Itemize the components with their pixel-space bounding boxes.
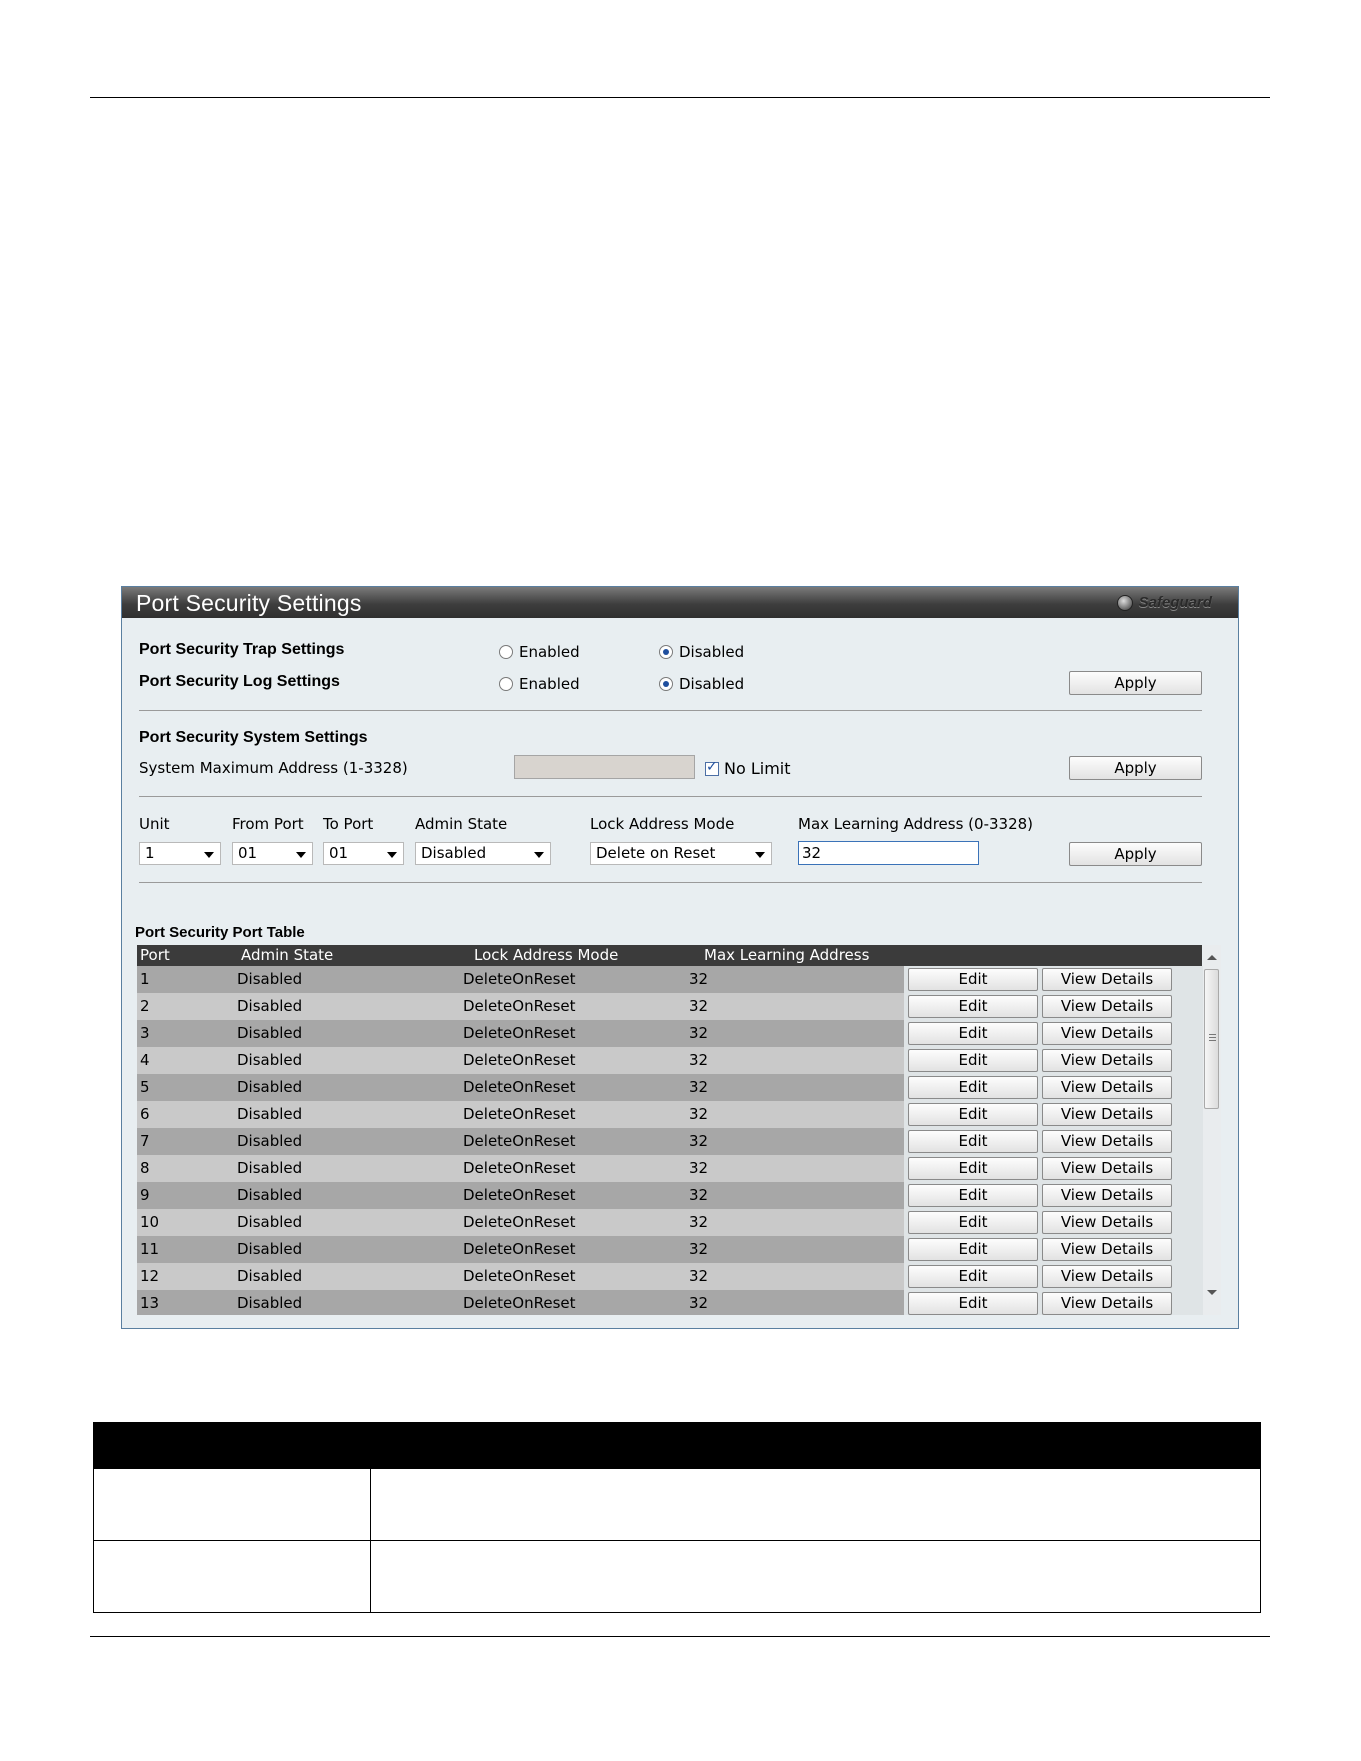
from-port-select[interactable] — [232, 842, 313, 865]
view-details-button[interactable]: View Details — [1042, 1103, 1172, 1126]
cell-admin-state: Disabled — [237, 1051, 303, 1069]
edit-button[interactable]: Edit — [908, 1238, 1038, 1261]
log-disabled-label: Disabled — [679, 675, 745, 693]
cell-port: 12 — [140, 1267, 160, 1285]
admin-state-label: Admin State — [415, 815, 508, 833]
checkbox-checked-icon — [705, 762, 719, 776]
no-limit-label: No Limit — [724, 759, 791, 778]
apply-system-button[interactable]: Apply — [1069, 756, 1202, 780]
cell-max-learning-address: 32 — [689, 1051, 709, 1069]
port-security-panel — [121, 586, 1239, 1329]
cell-max-learning-address: 32 — [689, 1024, 709, 1042]
cell-admin-state: Disabled — [237, 970, 303, 988]
table-row — [137, 993, 1202, 1020]
safeguard-label: Safeguard — [1138, 594, 1212, 611]
cell-port: 5 — [140, 1078, 150, 1096]
view-details-button[interactable]: View Details — [1042, 1157, 1172, 1180]
table-row — [137, 1209, 1202, 1236]
view-details-button[interactable]: View Details — [1042, 1184, 1172, 1207]
cell-admin-state: Disabled — [237, 1213, 303, 1231]
lock-address-mode-select[interactable] — [590, 842, 772, 865]
view-details-button[interactable]: View Details — [1042, 995, 1172, 1018]
cell-port: 9 — [140, 1186, 150, 1204]
table-row — [137, 1047, 1202, 1074]
edit-button[interactable]: Edit — [908, 968, 1038, 991]
edit-button[interactable]: Edit — [908, 1076, 1038, 1099]
system-settings-heading: Port Security System Settings — [139, 729, 368, 746]
table-row — [137, 1020, 1202, 1047]
page-top-rule — [90, 97, 1270, 98]
edit-button[interactable]: Edit — [908, 1211, 1038, 1234]
description-table-header — [93, 1422, 1261, 1469]
edit-button[interactable]: Edit — [908, 1184, 1038, 1207]
edit-button[interactable]: Edit — [908, 1157, 1038, 1180]
table-row — [137, 1263, 1202, 1290]
max-learning-address-label: Max Learning Address (0-3328) — [798, 815, 1034, 833]
cell-port: 4 — [140, 1051, 150, 1069]
separator — [139, 882, 1202, 883]
cell-max-learning-address: 32 — [689, 1186, 709, 1204]
port-table-title: Port Security Port Table — [135, 924, 305, 941]
scroll-up-icon[interactable] — [1207, 955, 1217, 960]
cell-max-learning-address: 32 — [689, 1159, 709, 1177]
admin-state-select-value: Disabled — [421, 844, 487, 862]
edit-button[interactable]: Edit — [908, 1103, 1038, 1126]
table-scrollbar[interactable] — [1203, 945, 1221, 1315]
cell-max-learning-address: 32 — [689, 1105, 709, 1123]
radio-selected-icon — [659, 677, 673, 691]
col-header-admin-state: Admin State — [241, 946, 334, 964]
cell-admin-state: Disabled — [237, 1267, 303, 1285]
table-row — [137, 1074, 1202, 1101]
log-enabled-label: Enabled — [519, 675, 580, 693]
no-limit-checkbox[interactable] — [705, 759, 791, 778]
view-details-button[interactable]: View Details — [1042, 1076, 1172, 1099]
safeguard-indicator — [1117, 594, 1212, 611]
cell-port: 1 — [140, 970, 150, 988]
cell-port: 3 — [140, 1024, 150, 1042]
port-table — [137, 945, 1221, 1315]
view-details-button[interactable]: View Details — [1042, 1238, 1172, 1261]
view-details-button[interactable]: View Details — [1042, 1265, 1172, 1288]
edit-button[interactable]: Edit — [908, 1292, 1038, 1315]
lock-address-mode-label: Lock Address Mode — [590, 815, 735, 833]
panel-title: Port Security Settings — [136, 590, 362, 616]
panel-header — [122, 587, 1238, 618]
from-port-label: From Port — [232, 815, 304, 833]
col-header-max-learning-address: Max Learning Address — [704, 946, 870, 964]
dropdown-arrow-icon — [534, 852, 544, 858]
cell-port: 13 — [140, 1294, 160, 1312]
cell-admin-state: Disabled — [237, 1186, 303, 1204]
view-details-button[interactable]: View Details — [1042, 968, 1172, 991]
column-divider — [370, 1541, 371, 1612]
system-max-address-input[interactable] — [514, 755, 695, 779]
separator — [139, 796, 1202, 797]
table-row — [137, 966, 1202, 993]
cell-max-learning-address: 32 — [689, 1240, 709, 1258]
edit-button[interactable]: Edit — [908, 995, 1038, 1018]
description-row — [93, 1541, 1261, 1613]
scroll-thumb[interactable] — [1204, 969, 1219, 1109]
port-table-header — [137, 945, 1202, 966]
view-details-button[interactable]: View Details — [1042, 1211, 1172, 1234]
cell-port: 2 — [140, 997, 150, 1015]
cell-port: 7 — [140, 1132, 150, 1150]
view-details-button[interactable]: View Details — [1042, 1292, 1172, 1315]
cell-max-learning-address: 32 — [689, 1294, 709, 1312]
cell-max-learning-address: 32 — [689, 997, 709, 1015]
table-row — [137, 1101, 1202, 1128]
table-row — [137, 1128, 1202, 1155]
col-header-port: Port — [140, 946, 170, 964]
cell-lock-address-mode: DeleteOnReset — [463, 1267, 576, 1285]
separator — [139, 710, 1202, 711]
cell-admin-state: Disabled — [237, 1159, 303, 1177]
cell-lock-address-mode: DeleteOnReset — [463, 1078, 576, 1096]
unit-label: Unit — [139, 815, 170, 833]
cell-max-learning-address: 32 — [689, 1267, 709, 1285]
cell-lock-address-mode: DeleteOnReset — [463, 1240, 576, 1258]
from-port-select-value: 01 — [238, 844, 258, 862]
view-details-button[interactable]: View Details — [1042, 1049, 1172, 1072]
cell-admin-state: Disabled — [237, 997, 303, 1015]
cell-admin-state: Disabled — [237, 1024, 303, 1042]
cell-lock-address-mode: DeleteOnReset — [463, 1105, 576, 1123]
trap-enabled-radio[interactable] — [499, 643, 580, 661]
column-divider — [370, 1469, 371, 1540]
trap-disabled-label: Disabled — [679, 643, 745, 661]
cell-lock-address-mode: DeleteOnReset — [463, 970, 576, 988]
scroll-down-icon[interactable] — [1207, 1290, 1217, 1295]
cell-lock-address-mode: DeleteOnReset — [463, 997, 576, 1015]
col-header-lock-address-mode: Lock Address Mode — [474, 946, 619, 964]
safeguard-icon — [1117, 595, 1133, 611]
apply-port-button[interactable]: Apply — [1069, 842, 1202, 866]
view-details-button[interactable]: View Details — [1042, 1130, 1172, 1153]
trap-settings-label: Port Security Trap Settings — [139, 641, 345, 658]
radio-icon — [499, 677, 513, 691]
admin-state-select[interactable] — [415, 842, 551, 865]
cell-max-learning-address: 32 — [689, 1078, 709, 1096]
table-row — [137, 1236, 1202, 1263]
view-details-button[interactable]: View Details — [1042, 1022, 1172, 1045]
lock-address-mode-select-value: Delete on Reset — [596, 844, 716, 862]
trap-disabled-radio[interactable] — [659, 643, 744, 661]
cell-port: 10 — [140, 1213, 160, 1231]
log-enabled-radio[interactable] — [499, 675, 580, 693]
cell-lock-address-mode: DeleteOnReset — [463, 1159, 576, 1177]
cell-port: 6 — [140, 1105, 150, 1123]
edit-button[interactable]: Edit — [908, 1049, 1038, 1072]
cell-lock-address-mode: DeleteOnReset — [463, 1186, 576, 1204]
page-bottom-rule — [90, 1636, 1270, 1637]
radio-icon — [499, 645, 513, 659]
description-table — [93, 1422, 1261, 1614]
cell-admin-state: Disabled — [237, 1078, 303, 1096]
dropdown-arrow-icon — [755, 852, 765, 858]
cell-lock-address-mode: DeleteOnReset — [463, 1294, 576, 1312]
to-port-select-value: 01 — [329, 844, 349, 862]
table-row — [137, 1182, 1202, 1209]
max-learning-address-input[interactable]: 32 — [798, 841, 979, 865]
cell-max-learning-address: 32 — [689, 1213, 709, 1231]
cell-admin-state: Disabled — [237, 1105, 303, 1123]
dropdown-arrow-icon — [387, 852, 397, 858]
cell-lock-address-mode: DeleteOnReset — [463, 1132, 576, 1150]
grip-icon — [1209, 1034, 1216, 1035]
description-row — [93, 1469, 1261, 1541]
edit-button[interactable]: Edit — [908, 1265, 1038, 1288]
cell-admin-state: Disabled — [237, 1294, 303, 1312]
table-row — [137, 1290, 1202, 1315]
cell-lock-address-mode: DeleteOnReset — [463, 1213, 576, 1231]
log-settings-label: Port Security Log Settings — [139, 673, 340, 690]
cell-max-learning-address: 32 — [689, 970, 709, 988]
dropdown-arrow-icon — [296, 852, 306, 858]
cell-admin-state: Disabled — [237, 1240, 303, 1258]
log-disabled-radio[interactable] — [659, 675, 744, 693]
cell-admin-state: Disabled — [237, 1132, 303, 1150]
cell-lock-address-mode: DeleteOnReset — [463, 1024, 576, 1042]
dropdown-arrow-icon — [204, 852, 214, 858]
unit-select[interactable] — [139, 842, 221, 865]
cell-port: 11 — [140, 1240, 160, 1258]
cell-max-learning-address: 32 — [689, 1132, 709, 1150]
port-table-body — [137, 966, 1202, 1315]
to-port-select[interactable] — [323, 842, 404, 865]
unit-select-value: 1 — [145, 844, 155, 862]
system-max-address-label: System Maximum Address (1-3328) — [139, 759, 408, 777]
table-row — [137, 1155, 1202, 1182]
to-port-label: To Port — [323, 815, 374, 833]
edit-button[interactable]: Edit — [908, 1130, 1038, 1153]
cell-port: 8 — [140, 1159, 150, 1177]
cell-lock-address-mode: DeleteOnReset — [463, 1051, 576, 1069]
radio-selected-icon — [659, 645, 673, 659]
edit-button[interactable]: Edit — [908, 1022, 1038, 1045]
trap-enabled-label: Enabled — [519, 643, 580, 661]
apply-trap-log-button[interactable]: Apply — [1069, 671, 1202, 695]
